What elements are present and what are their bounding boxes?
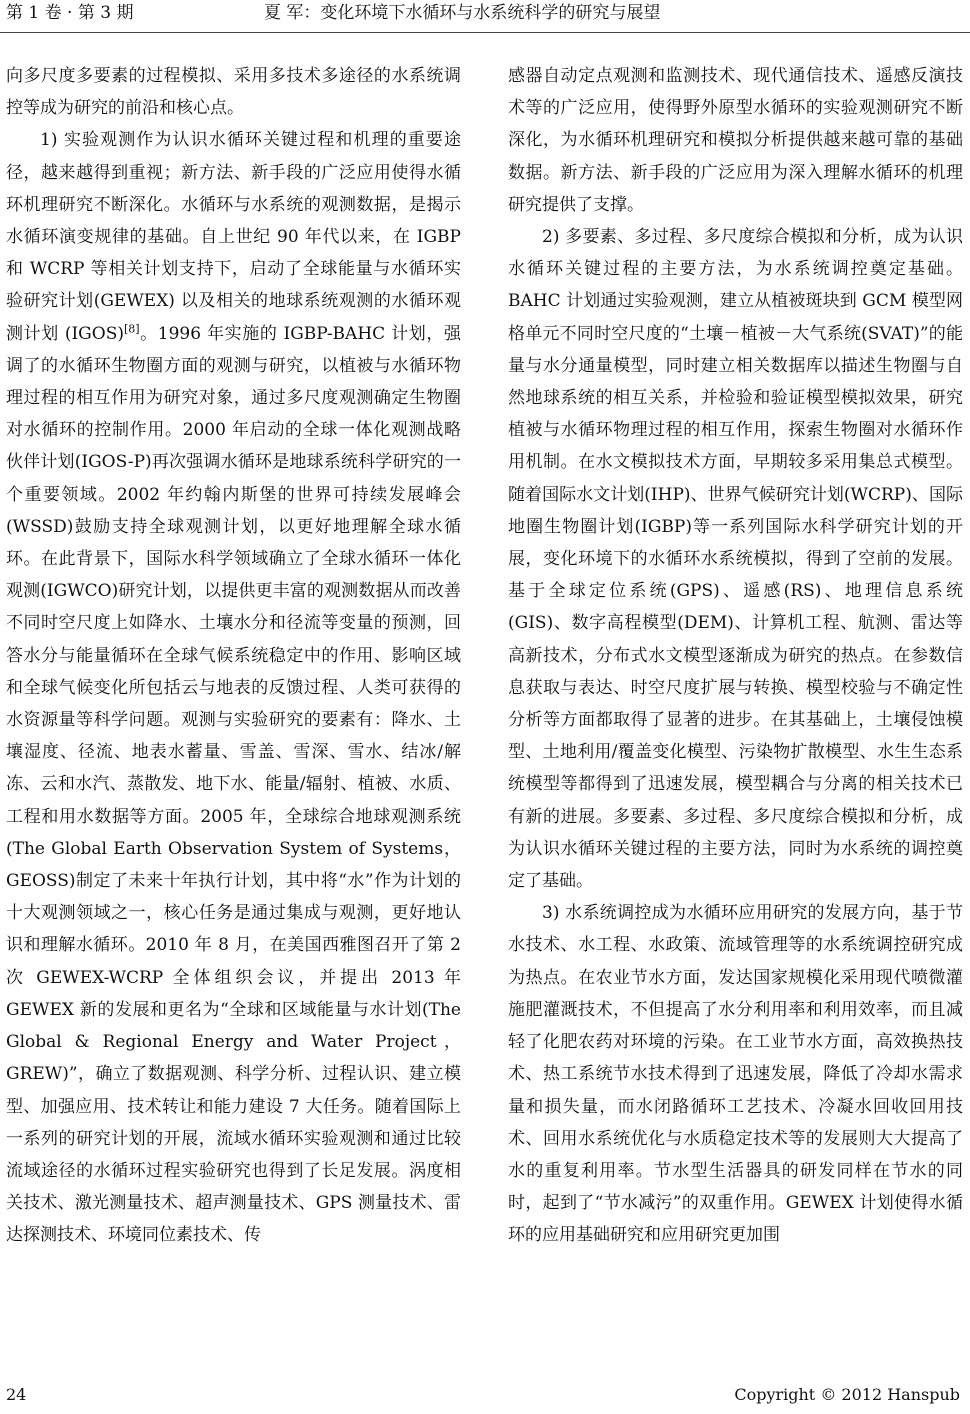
paragraph: 向多尺度多要素的过程模拟、采用多技术多途径的水系统调控等成为研究的前沿和核心点。 bbox=[6, 66, 461, 119]
running-header bbox=[0, 0, 970, 33]
paragraph: 2) 多要素、多过程、多尺度综合模拟和分析，成为认识水循环关键过程的主要方法，为水系统调控奠定基础。BAHC 计划通过实验观测，建立从植被斑块到 GCM 模型网格单元不同时空尺度的“土壤－植被－大气系统(SVAT)”的能量与水分通量模型，同时建立相关数据库以描述生物圈与自然地球系统的相互关系，并检验和验证模型模拟效果，研究植被与水循环物理过程的相互作用，探索生物圈对水循环作用机制。在水文模拟技术方面，早期较多采用集总式模型。随着国际水文计划(IHP)、世界气候研究计划(WCRP)、国际地圈生物圈计划(IGBP)等一系列国际水科学研究计划的开展，变化环境下的水循环水系统模拟，得到了空前的发展。基于全球定位系统(GPS)、遥感(RS)、地理信息系统(GIS)、数字高程模型(DEM)、计算机工程、航测、雷达等高新技术，分布式水文模型逐渐成为研究的热点。在参数信息获取与表达、时空尺度扩展与转换、模型校验与不确定性分析等方面都取得了显著的进步。在其基础上，土壤侵蚀模型、土地利用/覆盖变化模型、污染物扩散模型、水生生态系统模型等都得到了迅速发展，模型耦合与分离的相关技术已有新的进展。多要素、多过程、多尺度综合模拟和分析，成为认识水循环关键过程的主要方法，同时为水系统的调控奠定了基础。 bbox=[508, 227, 963, 892]
paragraph: 3) 水系统调控成为水循环应用研究的发展方向，基于节水技术、水工程、水政策、流域管理等的水系统调控研究成为热点。在农业节水方面，发达国家规模化采用现代喷微灌施肥灌溉技术，不但提高了水分利用率和利用效率，而且减轻了化肥农药对环境的污染。在工业节水方面，高效换热技术、热工系统节水技术得到了迅速发展，降低了冷却水需求量和损失量，而水闭路循环工艺技术、冷凝水回收回用技术、回用水系统优化与水质稳定技术等的发展则大大提高了水的重复利用率。节水型生活器具的研发同样在节水的同时，起到了“节水减污”的双重作用。GEWEX 计划使得水循环的应用基础研究和应用研究更加围 bbox=[508, 903, 963, 1246]
paragraph-text: 。1996 年实施的 IGBP-BAHC 计划，强调了的水循环生物圈方面的观测与研究，以植被与水循环物理过程的相互作用为研究对象，通过多尺度观测确定生物圈对水循环的控制作用。2000 年启动的全球一体化观测战略伙伴计划(IGOS-P)再次强调水循环是地球系统科学研究的一个重要领域。2002 年约翰内斯堡的世界可持续发展峰会(WSSD)鼓励支持全球观测计划，以更好地理解全球水循环。在此背景下，国际水科学领域确立了全球水循环一体化观测(IGWCO)研究计划，以提供更丰富的观测数据从而改善不同时空尺度上如降水、土壤水分和径流等变量的预测，回答水分与能量循环在全球气候系统稳定中的作用、影响区域和全球气候变化所包括云与地表的反馈过程、人类可获得的水资源量等科学问题。观测与实验研究的要素有：降水、土壤湿度、径流、地表水蓄量、雪盖、雪深、雪水、结冰/解冻、云和水汽、蒸散发、地下水、能量/辐射、植被、水质、工程和用水数据等方面。2005 年，全球综合地球观测系统(The Global Earth Observation System of Systems，GEOSS)制定了未来十年执行计划，其中将“水”作为计划的十大观测领域之一，核心任务是通过集成与观测，更好地认识和理解水循环。2010 年 8 月，在美国西雅图召开了第 2 次 GEWEX-WCRP 全体组织会议，并提出 2013 年 GEWEX 新的发展和更名为“全球和区域能量与水计划(The Global & Regional Energy and Water Project，GREW)”，确立了数据观测、科学分析、过程认识、建立模型、加强应用、技术转让和能力建设 7 大任务。随着国际上一系列的研究计划的开展，流域水循环实验观测和通过比较流域途径的水循环过程实验研究也得到了长足发展。涡度相关技术、激光测量技术、超声测量技术、GPS 测量技术、雷达探测技术、环境同位素技术、传 bbox=[6, 323, 461, 1246]
right-column bbox=[508, 60, 963, 1252]
journal-volume-issue: 第 1 卷 · 第 3 期 bbox=[6, 3, 134, 23]
citation-ref[interactable]: [8] bbox=[123, 321, 140, 335]
left-column bbox=[6, 60, 461, 1252]
paragraph-text: 1) 实验观测作为认识水循环关键过程和机理的重要途径，越来越得到重视；新方法、新手段的广泛应用使得水循环机理研究不断深化。水循环与水系统的观测数据，是揭示水循环演变规律的基础。自上世纪 90 年代以来，在 IGBP 和 WCRP 等相关计划支持下，启动了全球能量与水循环实验研究计划(GEWEX) 以及相关的地球系统观测的水循环观测计划 (IGOS) bbox=[6, 130, 461, 344]
copyright-notice: Copyright © 2012 Hanspub bbox=[734, 1385, 960, 1404]
paragraph: 感器自动定点观测和监测技术、现代通信技术、遥感反演技术等的广泛应用，使得野外原型水循环的实验观测研究不断深化，为水循环机理研究和模拟分析提供越来越可靠的基础数据。新方法、新手段的广泛应用为深入理解水循环的机理研究提供了支撑。 bbox=[508, 66, 963, 215]
running-title: 夏 军：变化环境下水循环与水系统科学的研究与展望 bbox=[264, 3, 661, 23]
page-footer bbox=[0, 1380, 970, 1410]
paragraph bbox=[6, 124, 461, 1251]
page-number: 24 bbox=[6, 1385, 27, 1404]
